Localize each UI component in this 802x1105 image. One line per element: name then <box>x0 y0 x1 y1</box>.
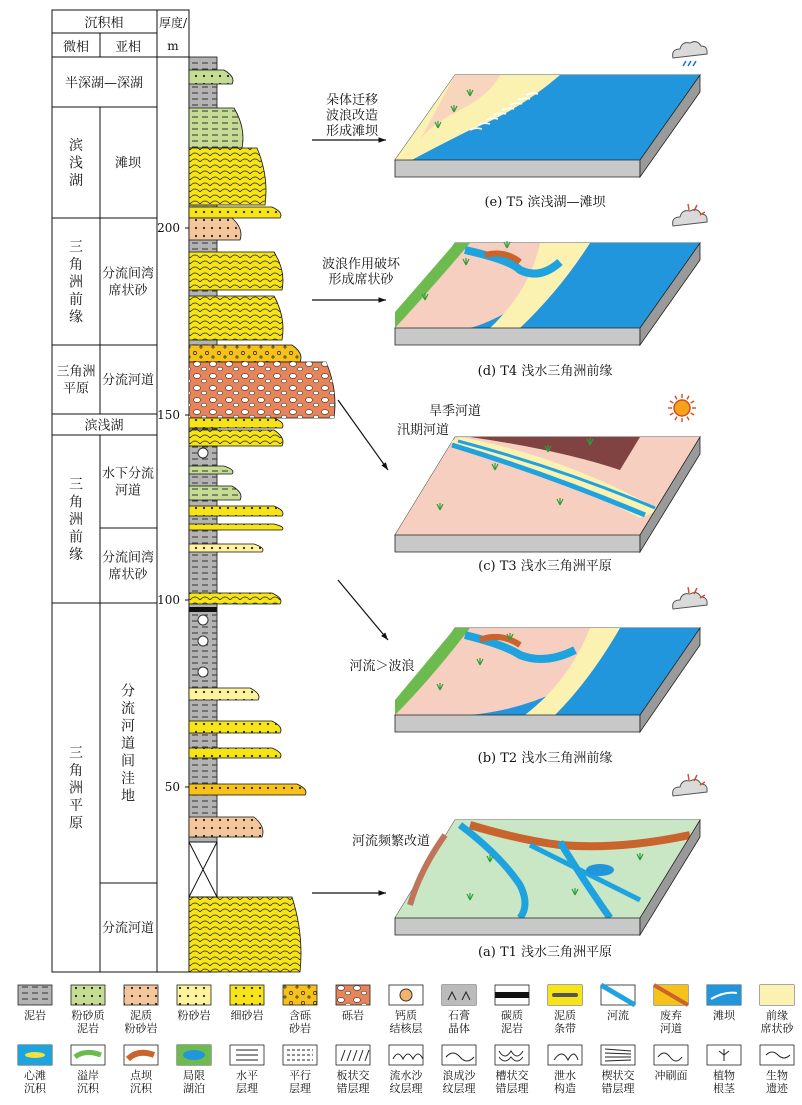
channel-bar-shape <box>25 1052 45 1058</box>
legend-label-wave-ripple: 浪成沙纹层理 <box>442 1069 476 1096</box>
fine-sandstone-bed-pattern <box>189 524 283 530</box>
fine-sandstone-bed-pattern <box>189 430 283 446</box>
siltstone-swatch-pattern <box>177 985 211 1005</box>
facies-label-4: 三角洲前缘 <box>69 239 83 326</box>
sun-ray <box>670 413 673 415</box>
depth-tick-200: 200 <box>157 221 180 235</box>
legend-label-current-ripple: 流水沙纹层理 <box>389 1069 423 1096</box>
sun-ray <box>691 413 694 415</box>
block-front-face <box>395 535 640 552</box>
panel-d-weather <box>673 204 707 226</box>
panel-c-note-dry: 旱季河道 <box>428 404 482 419</box>
legend-label-calcareous-nodule: 钙质结核层 <box>389 1009 423 1036</box>
legend-item-abandoned-channel <box>654 985 688 1035</box>
sun-ray <box>691 401 694 403</box>
wave-ripple-swatch <box>442 1045 476 1065</box>
legend-label-gypsum: 石膏晶体 <box>448 1009 470 1036</box>
fine-sandstone-bed-pattern <box>189 593 281 604</box>
bb-fill <box>707 985 741 1005</box>
facies-label-3: 滩坝 <box>114 156 142 172</box>
arrow-to-panel-e-head <box>378 137 386 142</box>
legend-item-mudstone <box>18 985 52 1022</box>
legend-item-muddy-band <box>548 985 582 1035</box>
depth-tick-150: 150 <box>157 408 180 422</box>
facies-label-14: 分流河道 <box>101 921 155 937</box>
conglomerate-swatch-pattern <box>336 985 370 1005</box>
carbon-band <box>495 992 529 998</box>
legend <box>18 985 802 1095</box>
fine-sandstone-bed-pattern <box>189 897 301 972</box>
panel-d <box>395 241 700 345</box>
header-facies: 沉积相 <box>84 16 124 31</box>
conglomerate-bed-pattern <box>189 362 335 418</box>
rain-drops <box>683 61 696 66</box>
arrow-to-panel-a-head <box>378 890 386 895</box>
legend-label-point-bar: 点坝沉积 <box>130 1069 152 1096</box>
fossil-leaf-icon <box>198 667 208 677</box>
panel-b <box>395 628 700 732</box>
legend-item-gypsum <box>442 985 476 1035</box>
nodule-icon <box>198 448 208 458</box>
legend-item-siltstone <box>177 985 211 1022</box>
fine-sandstone-bed-pattern <box>189 296 283 340</box>
facies-label-1: 半深湖—深湖 <box>64 76 144 91</box>
facies-label-6: 三角洲平原 <box>56 364 96 397</box>
carbonaceous-mudstone-band <box>189 607 217 612</box>
silty-mudstone-bed-pattern <box>189 108 243 148</box>
panel-b-weather <box>673 587 707 609</box>
silty-mudstone-bed-pattern <box>189 486 241 500</box>
wedge-cross-swatch <box>601 1045 635 1065</box>
sun-ray <box>687 396 689 399</box>
sun-ray <box>675 396 677 399</box>
muddy-siltstone-bed-pattern <box>189 817 263 837</box>
legend-item-horizontal-bedding <box>230 1045 264 1095</box>
legend-label-carbonaceous-mudstone: 碳质泥岩 <box>501 1009 523 1036</box>
legend-item-carbonaceous-mudstone <box>495 985 529 1035</box>
mudstone-swatch-pattern <box>18 985 52 1005</box>
panel-a-note: 河流频繁改道 <box>351 834 431 849</box>
legend-label-mudstone: 泥岩 <box>24 1009 46 1022</box>
trace-fossils-swatch <box>760 1045 794 1065</box>
fine-sandstone-bed-pattern <box>189 506 283 516</box>
legend-item-channel-bar <box>18 1045 52 1095</box>
legend-item-parallel-bedding <box>283 1045 317 1095</box>
block-front-face <box>395 160 640 177</box>
panel-a-weather <box>673 774 707 796</box>
header-microfacies: 微相 <box>62 40 90 55</box>
legend-item-current-ripple <box>389 1045 423 1095</box>
muddy-siltstone-bed-pattern <box>189 218 241 240</box>
sun-ray <box>670 401 673 403</box>
sun-disc <box>674 400 690 416</box>
trough-cross-swatch <box>495 1045 529 1065</box>
block-front-face <box>395 918 640 935</box>
muddy-band-line <box>552 993 578 997</box>
depth-tick-50: 50 <box>164 780 180 794</box>
panel-c-weather <box>668 394 696 422</box>
panel-b-caption: (b) T2 浅水三角洲前缘 <box>477 751 613 766</box>
legend-label-silty-mudstone: 粉砂质泥岩 <box>71 1009 105 1036</box>
legend-label-beach-bar: 滩坝 <box>713 1009 735 1022</box>
header-thickness-unit: m <box>167 39 179 53</box>
muddy-siltstone-swatch-pattern <box>124 985 158 1005</box>
panel-d-note: 波浪作用破坏形成席状砂 <box>321 257 401 288</box>
panel-e-note: 朵体迁移波浪改造形成滩坝 <box>325 93 379 140</box>
arrow-to-panel-c-head <box>381 462 388 470</box>
header-thickness: 厚度/ <box>158 16 188 30</box>
panel-a <box>395 820 700 935</box>
facies-label-11: 分流间湾席状砂 <box>101 550 155 583</box>
legend-item-restricted-lake <box>177 1045 211 1095</box>
fine-sandstone-bed-pattern <box>189 418 283 428</box>
legend-label-muddy-siltstone: 泥质粉砂岩 <box>124 1009 158 1036</box>
nodule-icon <box>198 615 208 625</box>
tabular-cross-swatch <box>336 1045 370 1065</box>
facies-label-13: 分流河道间洼地 <box>121 683 135 805</box>
cloud-shape <box>673 210 707 226</box>
legend-item-wedge-cross <box>601 1045 635 1095</box>
legend-item-plant-roots <box>707 1045 741 1095</box>
facies-label-8: 滨浅湖 <box>84 418 124 434</box>
legend-item-overbank <box>71 1045 105 1095</box>
fine-sandstone-bed-pattern <box>189 721 281 733</box>
pebbly-sandstone-bed-pattern <box>189 784 306 795</box>
facies-label-9: 三角洲前缘 <box>69 476 83 563</box>
legend-label-channel-bar: 心滩沉积 <box>24 1069 46 1096</box>
legend-item-fine-sandstone <box>230 985 264 1022</box>
legend-label-restricted-lake: 局限湖泊 <box>183 1069 205 1096</box>
fossil-leaf-icon <box>198 636 208 646</box>
facies-label-10: 水下分流河道 <box>101 466 155 499</box>
panel-c-caption: (c) T3 浅水三角洲平原 <box>478 559 612 574</box>
legend-label-horizontal-bedding: 水平层理 <box>236 1069 258 1096</box>
cloud-shape <box>673 780 707 796</box>
block-front-face <box>395 715 640 732</box>
legend-item-trace-fossils <box>760 1045 794 1095</box>
facies-label-12: 三角洲平原 <box>69 745 83 832</box>
facies-label-7: 分流河道 <box>101 373 155 389</box>
legend-label-tabular-cross: 板状交错层理 <box>336 1069 370 1096</box>
cloud-shape <box>673 593 707 609</box>
legend-item-beach-bar <box>707 985 741 1022</box>
panel-e <box>395 75 700 177</box>
legend-label-dewatering: 泄水构造 <box>554 1069 576 1096</box>
panel-d-caption: (d) T4 浅水三角洲前缘 <box>477 364 613 379</box>
fine-sandstone-bed-pattern <box>189 148 266 205</box>
cloud-shape <box>673 42 707 58</box>
legend-label-siltstone: 粉砂岩 <box>177 1009 211 1022</box>
legend-label-muddy-band: 泥质条带 <box>554 1009 576 1036</box>
legend-label-scour-surface: 冲刷面 <box>654 1069 688 1082</box>
sun-ray <box>675 417 677 420</box>
siltstone-bed-pattern <box>189 688 259 700</box>
siltstone-bed-pattern <box>189 544 263 552</box>
facies-label-5: 分流间湾席状砂 <box>101 266 155 299</box>
legend-label-front-sheet-sand: 前缘席状砂 <box>760 1009 794 1036</box>
silty-mudstone-bed-pattern <box>189 466 233 474</box>
legend-label-abandoned-channel: 废弃河道 <box>660 1009 682 1036</box>
depth-tick-100: 100 <box>157 593 180 607</box>
fss-fill <box>760 985 794 1005</box>
panel-c-note-flood: 汛期河道 <box>396 423 450 438</box>
legend-item-tabular-cross <box>336 1045 370 1095</box>
legend-item-conglomerate <box>336 985 370 1022</box>
pebbly-sandstone-bed-pattern <box>189 345 301 362</box>
legend-label-trough-cross: 槽状交错层理 <box>495 1069 529 1096</box>
header-subfacies: 亚相 <box>114 40 142 55</box>
legend-item-point-bar <box>124 1045 158 1095</box>
legend-item-trough-cross <box>495 1045 529 1095</box>
legend-label-trace-fossils: 生物遗迹 <box>766 1069 788 1096</box>
panel-b-note: 河流＞波浪 <box>349 659 415 674</box>
arrow-to-panel-d-head <box>378 297 386 302</box>
legend-item-muddy-siltstone <box>124 985 158 1035</box>
restricted-lake <box>586 864 614 876</box>
legend-label-plant-roots: 植物根茎 <box>713 1069 735 1096</box>
legend-label-river: 河流 <box>607 1009 629 1022</box>
legend-item-scour-surface <box>654 1045 688 1082</box>
facies-label-2: 滨浅湖 <box>69 137 83 189</box>
panel-a-caption: (a) T1 浅水三角洲平原 <box>477 945 613 960</box>
legend-item-river <box>601 985 635 1022</box>
legend-item-dewatering <box>548 1045 582 1095</box>
restricted-lake-shape <box>183 1050 205 1060</box>
legend-item-calcareous-nodule <box>389 985 423 1035</box>
legend-item-pebbly-sandstone <box>283 985 317 1035</box>
block-front-face <box>395 328 640 345</box>
silty-mudstone-swatch-pattern <box>71 985 105 1005</box>
fine-sandstone-bed-pattern <box>189 748 281 758</box>
pebbly-sandstone-swatch-pattern <box>283 985 317 1005</box>
panel-e-weather <box>673 42 707 66</box>
legend-label-fine-sandstone: 细砂岩 <box>230 1009 264 1022</box>
stratigraphic-column <box>52 10 335 972</box>
gypsum-fill <box>442 985 476 1005</box>
legend-label-overbank: 溢岸沉积 <box>77 1069 99 1096</box>
panel-e-caption: (e) T5 滨浅湖—滩坝 <box>484 195 606 210</box>
nodule-icon <box>400 989 412 1001</box>
legend-item-wave-ripple <box>442 1045 476 1095</box>
silty-mudstone-bed-pattern <box>189 70 233 84</box>
fine-sandstone-bed-pattern <box>189 252 283 290</box>
arrow-to-panel-b <box>338 580 388 640</box>
legend-label-pebbly-sandstone: 含砾砂岩 <box>289 1009 311 1036</box>
paleogeography-panels <box>312 42 707 960</box>
legend-label-wedge-cross: 楔状交错层理 <box>601 1069 635 1096</box>
sun-ray <box>687 417 689 420</box>
legend-item-silty-mudstone <box>71 985 105 1035</box>
arrow-to-panel-c <box>338 400 388 470</box>
panel-c <box>395 437 700 552</box>
fine-sandstone-bed-pattern <box>189 207 281 218</box>
legend-item-front-sheet-sand <box>760 985 794 1035</box>
legend-label-parallel-bedding: 平行层理 <box>289 1069 311 1096</box>
legend-label-conglomerate: 砾岩 <box>342 1009 364 1022</box>
fine-sandstone-swatch-pattern <box>230 985 264 1005</box>
